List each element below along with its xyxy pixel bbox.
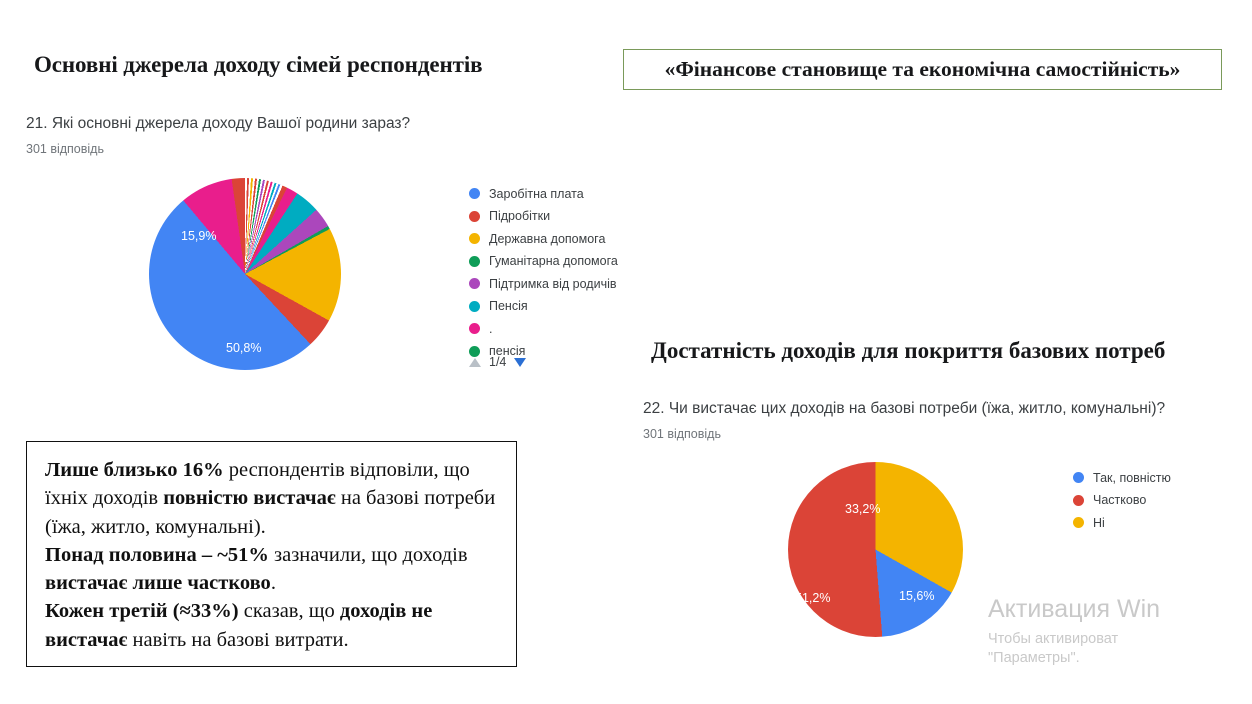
pie-chart-income-sufficiency (788, 462, 963, 637)
pie-slice-label-no: 33,2% (845, 502, 881, 516)
question-22-response-count: 301 відповідь (643, 427, 721, 441)
legend-item-label: Ні (1093, 515, 1105, 530)
section-title-box-financial (623, 49, 1222, 90)
legend-item (469, 209, 618, 224)
legend-item-label: Так, повністю (1093, 470, 1171, 485)
question-21-response-count: 301 відповідь (26, 142, 104, 156)
legend-page-indicator: 1/4 (489, 355, 507, 369)
callout-paragraph-1 (45, 456, 500, 541)
legend-item (469, 231, 618, 246)
legend-item-label: Підтримка від родичів (489, 276, 617, 291)
legend-item (469, 299, 618, 314)
legend-item (1073, 493, 1171, 508)
callout-bold-partially: вистачає лише частково (45, 572, 271, 595)
legend-item-label: пенсія (489, 344, 526, 358)
page-title-sufficiency: Достатність доходів для покриття базових потреб (651, 338, 1166, 363)
legend-color-swatch-icon (1073, 472, 1084, 483)
callout-paragraph-3 (45, 597, 500, 654)
legend-income-sources (469, 186, 618, 366)
legend-item-label: Заробітна плата (489, 186, 584, 201)
legend-item-label: Державна допомога (489, 231, 606, 246)
pie-slice-label-fully-yes: 15,6% (899, 589, 935, 603)
legend-income-sufficiency (1073, 470, 1171, 538)
pie-slice-label-partially: 51,2% (795, 591, 831, 605)
legend-color-swatch-icon (1073, 517, 1084, 528)
legend-item-label: Частково (1093, 493, 1147, 507)
legend-item (469, 276, 618, 291)
callout-text-3: на (335, 487, 361, 510)
callout-bold-not-enough: доходів не (339, 600, 433, 623)
pie-slice-label-salary: 50,8% (226, 341, 262, 355)
legend-pager[interactable] (469, 355, 526, 369)
legend-color-swatch-icon (469, 188, 480, 199)
legend-color-swatch-icon (469, 278, 480, 289)
legend-item-label: Гуманітарна допомога (489, 254, 618, 268)
callout-text-2: що їхніх доходів (45, 459, 470, 510)
callout-bold-enough-verb: вистачає (45, 628, 128, 651)
callout-text-8: сказав, що (238, 600, 340, 623)
callout-text-6: доходів (402, 543, 468, 566)
activation-subtitle-line1: Чтобы активироват (988, 630, 1119, 647)
legend-item (1073, 470, 1171, 485)
legend-color-swatch-icon (469, 323, 480, 334)
callout-paragraph-2 (45, 541, 500, 598)
legend-color-swatch-icon (469, 256, 480, 267)
chevron-up-icon[interactable] (469, 358, 481, 367)
legend-item-label: Підробітки (489, 209, 551, 223)
legend-item (469, 321, 618, 336)
pie-slice-label-state-aid: 15,9% (181, 229, 217, 243)
callout-bold-over-half: Понад половина – ~51% (45, 543, 269, 566)
question-21-title: 21. Які основні джерела доходу Вашої родини зараз? (26, 115, 411, 132)
callout-bold-fully-enough: повністю вистачає (163, 487, 336, 510)
activation-title: Активация Win (988, 595, 1161, 623)
legend-color-swatch-icon (469, 211, 480, 222)
callout-text-1: респондентів відповіли, (223, 459, 439, 481)
legend-item (1073, 515, 1171, 530)
section-title-financial-label: «Фінансове становище та економічна самостійність» (664, 57, 1181, 81)
page-title-income-sources: Основні джерела доходу сімей респондентів (34, 52, 483, 77)
callout-bold-every-third: Кожен третій (≈33%) (45, 600, 239, 623)
legend-item-label: Пенсія (489, 299, 528, 313)
chevron-down-icon[interactable] (514, 358, 526, 367)
question-22-title: 22. Чи вистачає цих доходів на базові потреби (їжа, житло, комунальні)? (643, 400, 1166, 417)
callout-text-5: зазначили, що (268, 543, 398, 566)
callout-bold-16-percent: Лише близько 16% (45, 459, 224, 481)
legend-color-swatch-icon (1073, 495, 1084, 506)
windows-activation-watermark (988, 596, 1160, 669)
activation-subtitle-line2: "Параметры". (988, 650, 1080, 667)
legend-item-label: . (489, 321, 493, 336)
legend-item (469, 186, 618, 201)
callout-text-9: навіть на базові витрати. (127, 628, 349, 651)
legend-color-swatch-icon (469, 233, 480, 244)
legend-color-swatch-icon (469, 301, 480, 312)
legend-item (469, 254, 618, 269)
summary-callout-box (26, 441, 517, 667)
callout-text-7: . (270, 572, 276, 595)
callout-text-4: базові потреби (їжа, житло, комунальні). (45, 487, 496, 538)
